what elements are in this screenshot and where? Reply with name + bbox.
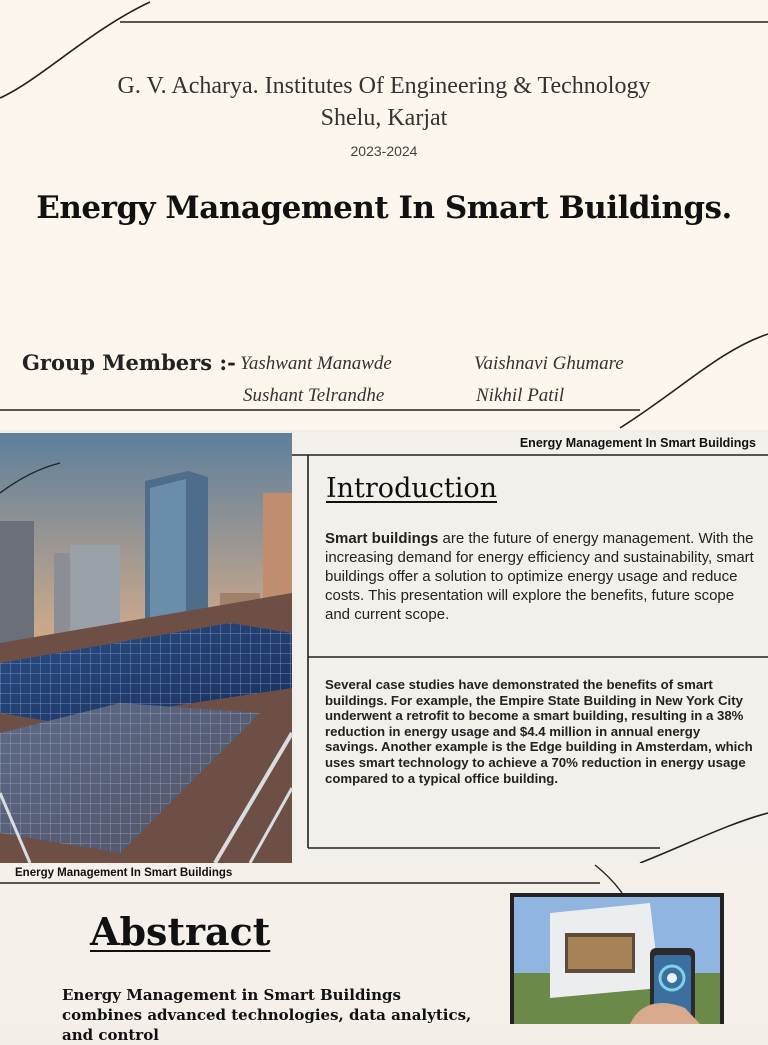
institute-name [0,70,768,134]
member-name: Yashwant Manawde [240,353,392,374]
title-slide [0,0,768,430]
abstract-heading: Abstract [90,909,271,954]
group-members-label: Group Members :- [22,350,236,375]
academic-year: 2023-2024 [350,143,418,159]
case-studies-paragraph: Several case studies have demonstrated the benefits of smart buildings. For example, the Empire State Building in New York City underwent a retrofit to become a smart building, resulting in a 38% reduction in energy usage and $4.4 million in annual energy savings. Another example is the Edge building in Amsterdam, which uses smart technology to achieve a 70% reduction in energy usage compared to a typical office building. [325,677,753,786]
solar-panels-city-photo [0,433,292,863]
slide-header: Energy Management In Smart Buildings [15,867,233,879]
paragraph-text: are the future of energy management. With the increasing demand for energy efficiency and sustainability, smart buildings offer a solution to optimize energy usage and reduce costs. This presentation will explore the benefits, future scope and current scope. [325,530,754,623]
abstract-slide [0,863,768,1044]
institute-line-1: G. V. Acharya. Institutes Of Engineering & Technology [117,73,651,99]
introduction-heading: Introduction [326,473,497,504]
smart-home-photo [510,893,724,1024]
institute-line-2: Shelu, Karjat [320,105,448,131]
member-name: Nikhil Patil [476,385,565,406]
member-name: Vaishnavi Ghumare [474,353,624,374]
introduction-paragraph [325,529,755,624]
abstract-text: Energy Management in Smart Buildings combines advanced technologies, data analytics, and control [62,986,472,1044]
paragraph-bold-lead: Smart buildings [325,530,439,547]
presentation-title: Energy Management In Smart Buildings. [36,190,732,226]
introduction-slide [0,433,768,863]
member-name: Sushant Telrandhe [243,385,385,406]
slide-header: Energy Management In Smart Buildings [519,436,756,450]
